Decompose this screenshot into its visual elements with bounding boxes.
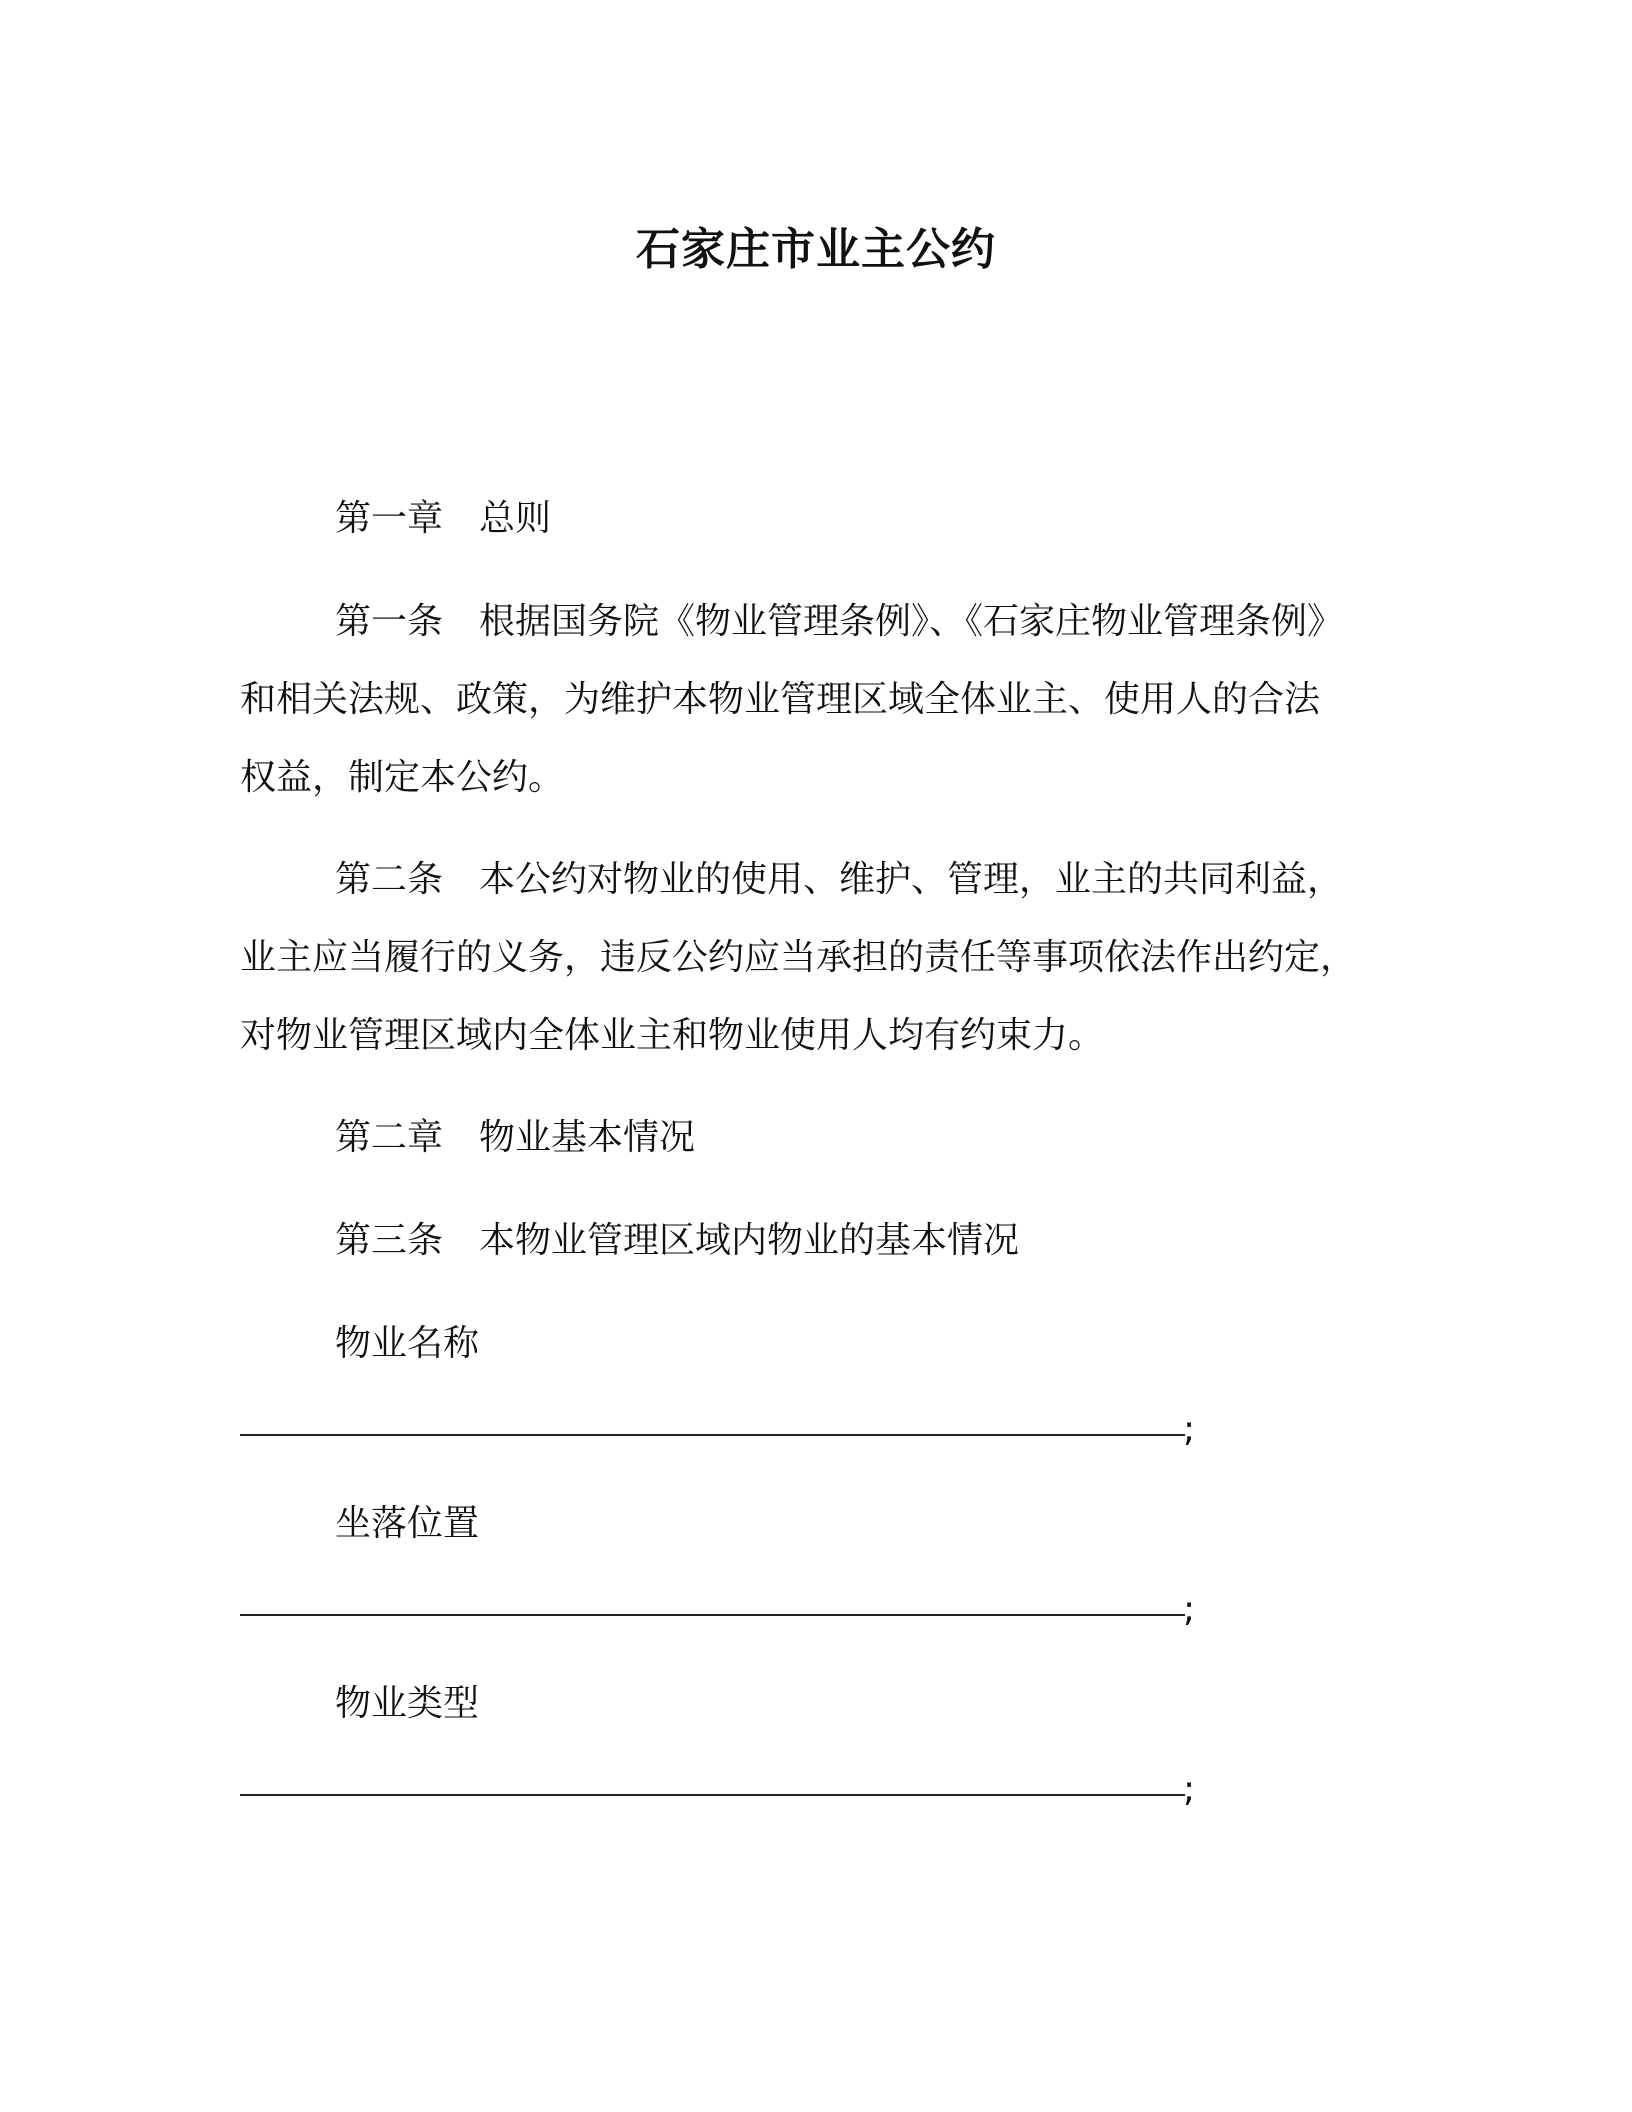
article-1-line-2: 和相关法规、政策，为维护本物业管理区域全体业主、使用人的合法 xyxy=(240,679,1321,720)
chapter-1-heading xyxy=(335,495,551,543)
chapter-2-heading xyxy=(335,1114,695,1162)
fill-underline xyxy=(240,1794,1185,1796)
article-2-text-1: 本公约对物业的使用、维护、管理，业主的共同利益， xyxy=(479,859,1344,900)
article-3-number: 第三条 xyxy=(335,1220,444,1261)
field-label-property-type: 物业类型 xyxy=(335,1683,480,1724)
fill-terminator: ; xyxy=(1183,1769,1196,1810)
article-2-line-1 xyxy=(335,856,1343,904)
article-2-line-3: 对物业管理区域内全体业主和物业使用人均有约束力。 xyxy=(240,1015,1105,1056)
location-fill-line[interactable] xyxy=(240,1589,1200,1652)
chapter-2-number: 第二章 xyxy=(335,1117,444,1158)
article-2-number: 第二条 xyxy=(335,859,444,900)
article-1-text-1: 根据国务院《物业管理条例》、《石家庄物业管理条例》 xyxy=(479,601,1344,642)
property-name-fill-line[interactable] xyxy=(240,1409,1200,1472)
property-type-fill-line[interactable] xyxy=(240,1769,1200,1832)
fill-underline xyxy=(240,1434,1185,1436)
chapter-2-name: 物业基本情况 xyxy=(479,1117,696,1158)
article-1-line-1 xyxy=(335,598,1343,646)
article-3-line xyxy=(335,1217,1019,1265)
article-2-line-2: 业主应当履行的义务，违反公约应当承担的责任等事项依法作出约定， xyxy=(240,937,1357,978)
fill-terminator: ; xyxy=(1183,1409,1196,1450)
field-label-property-name: 物业名称 xyxy=(335,1323,480,1364)
article-1-line-3: 权益，制定本公约。 xyxy=(240,757,565,798)
document-title: 石家庄市业主公约 xyxy=(636,224,996,275)
article-1-number: 第一条 xyxy=(335,601,444,642)
fill-terminator: ; xyxy=(1183,1589,1196,1630)
field-label-location: 坐落位置 xyxy=(335,1503,480,1544)
article-3-text: 本物业管理区域内物业的基本情况 xyxy=(479,1220,1020,1261)
chapter-1-name: 总则 xyxy=(479,498,552,539)
fill-underline xyxy=(240,1614,1185,1616)
chapter-1-number: 第一章 xyxy=(335,498,444,539)
